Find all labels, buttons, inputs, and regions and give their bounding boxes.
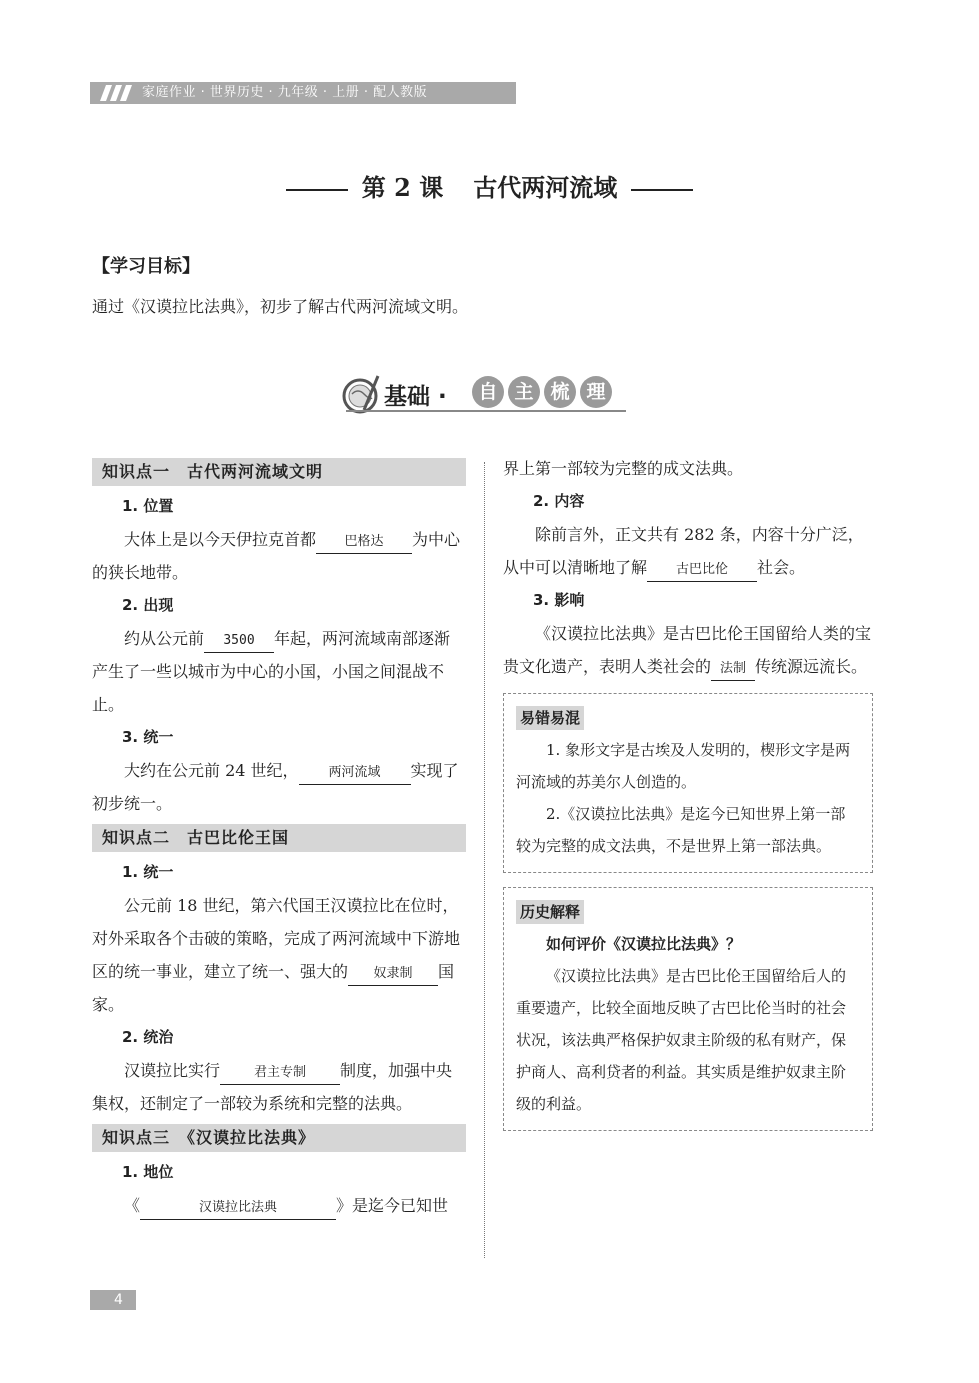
blank-slavery: 奴隶制 <box>348 963 438 986</box>
history-tag: 历史解释 <box>516 900 584 924</box>
section-underline <box>346 410 626 412</box>
section-main-label: 基础 · <box>384 384 447 410</box>
kp1-sub2: 2. 出现 <box>122 596 174 614</box>
kp3-heading: 知识点三 《汉谟拉比法典》 <box>92 1124 466 1152</box>
page-title <box>0 168 979 203</box>
kp1-para3: 大约在公元前 24 世纪， 两河流域 实现了初步统一。 <box>92 761 459 813</box>
history-question: 如何评价《汉谟拉比法典》？ <box>546 935 742 953</box>
kp3-para2: 除前言外，正文共有 282 条，内容十分广泛，从中可以清晰地了解 古巴比伦 社会。 <box>503 518 873 584</box>
kp3-para3: 《汉谟拉比法典》是古巴比伦王国留给人类的宝贵文化遗产，表明人类社会的 法制 传统源远流长。 <box>503 617 873 683</box>
kp3-sub3: 3. 影响 <box>533 591 585 609</box>
kp1-para1: 大体上是以今天伊拉克首都 巴格达 为中心的狭长地带。 <box>92 530 461 582</box>
blank-baghdad: 巴格达 <box>316 531 412 554</box>
stripes-icon <box>94 85 134 101</box>
title-rule-right <box>631 189 693 191</box>
title-rule-left <box>286 189 348 191</box>
section-pill-1: 自 <box>472 376 504 408</box>
kp3-sub1: 1. 地位 <box>122 1163 174 1181</box>
kp1-sub3: 3. 统一 <box>122 728 174 746</box>
section-pill-4: 理 <box>580 376 612 408</box>
kp2-para1: 公元前 18 世纪，第六代国王汉谟拉比在位时，对外采取各个击破的策略，完成了两河流域中下游地区的统一事业，建立了统一、强大的 奴隶制 国家。 <box>92 896 461 1014</box>
kp1-para2: 约从公元前 3500 年起，两河流域南部逐渐产生了一些以城市为中心的小国，小国之间混战不止。 <box>92 629 451 714</box>
banner-text: 家庭作业 · 世界历史 · 九年级 · 上册 · 配人教版 <box>142 85 428 100</box>
header-banner <box>90 82 516 104</box>
kp3-sub2: 2. 内容 <box>533 492 585 510</box>
kp2-sub1: 1. 统一 <box>122 863 174 881</box>
goals-text: 通过《汉谟拉比法典》，初步了解古代两河流域文明。 <box>92 297 469 316</box>
section-logo <box>338 372 628 418</box>
lesson-name: 古代两河流域 <box>473 173 618 202</box>
blank-3500: 3500 <box>204 630 274 653</box>
mistakes-tag: 易错易混 <box>516 706 584 730</box>
column-divider <box>484 462 485 1258</box>
mistakes-box <box>503 693 873 873</box>
history-answer: 《汉谟拉比法典》是古巴比伦王国留给后人的重要遗产，比较全面地反映了古巴比伦当时的社会状况，该法典严格保护奴隶主阶级的私有财产，保护商人、高利贷者的利益。其实质是维护奴隶主阶级的利益。 <box>516 967 847 1113</box>
lesson-number: 第 2 课 <box>361 173 444 202</box>
mistakes-p2: 2.《汉谟拉比法典》是迄今已知世界上第一部较为完整的成文法典，不是世界上第一部法典。 <box>516 805 846 855</box>
page-number: 4 <box>90 1290 136 1310</box>
blank-two-rivers: 两河流域 <box>299 762 411 785</box>
blank-code-name: 汉谟拉比法典 <box>140 1197 336 1220</box>
section-pill-2: 主 <box>508 376 540 408</box>
kp2-sub2: 2. 统治 <box>122 1028 174 1046</box>
left-column <box>92 458 466 1222</box>
goals-heading: 【学习目标】 <box>92 256 200 277</box>
mistakes-p1: 1. 象形文字是古埃及人发明的，楔形文字是两河流域的苏美尔人创造的。 <box>516 741 851 791</box>
history-box <box>503 887 873 1131</box>
kp1-heading: 知识点一 古代两河流域文明 <box>92 458 466 486</box>
blank-monarchy: 君主专制 <box>220 1062 340 1085</box>
section-pill-3: 梳 <box>544 376 576 408</box>
blank-legal: 法制 <box>711 658 755 681</box>
right-column <box>503 452 873 1131</box>
kp3-para1-start: 《 汉谟拉比法典 》是迄今已知世 <box>92 1189 466 1222</box>
kp1-sub1: 1. 位置 <box>122 497 174 515</box>
kp2-para2: 汉谟拉比实行 君主专制 制度，加强中央集权，还制定了一部较为系统和完整的法典。 <box>92 1061 453 1113</box>
blank-babylon: 古巴比伦 <box>647 559 757 582</box>
kp2-heading: 知识点二 古巴比伦王国 <box>92 824 466 852</box>
kp3-para1-end: 界上第一部较为完整的成文法典。 <box>503 459 744 478</box>
